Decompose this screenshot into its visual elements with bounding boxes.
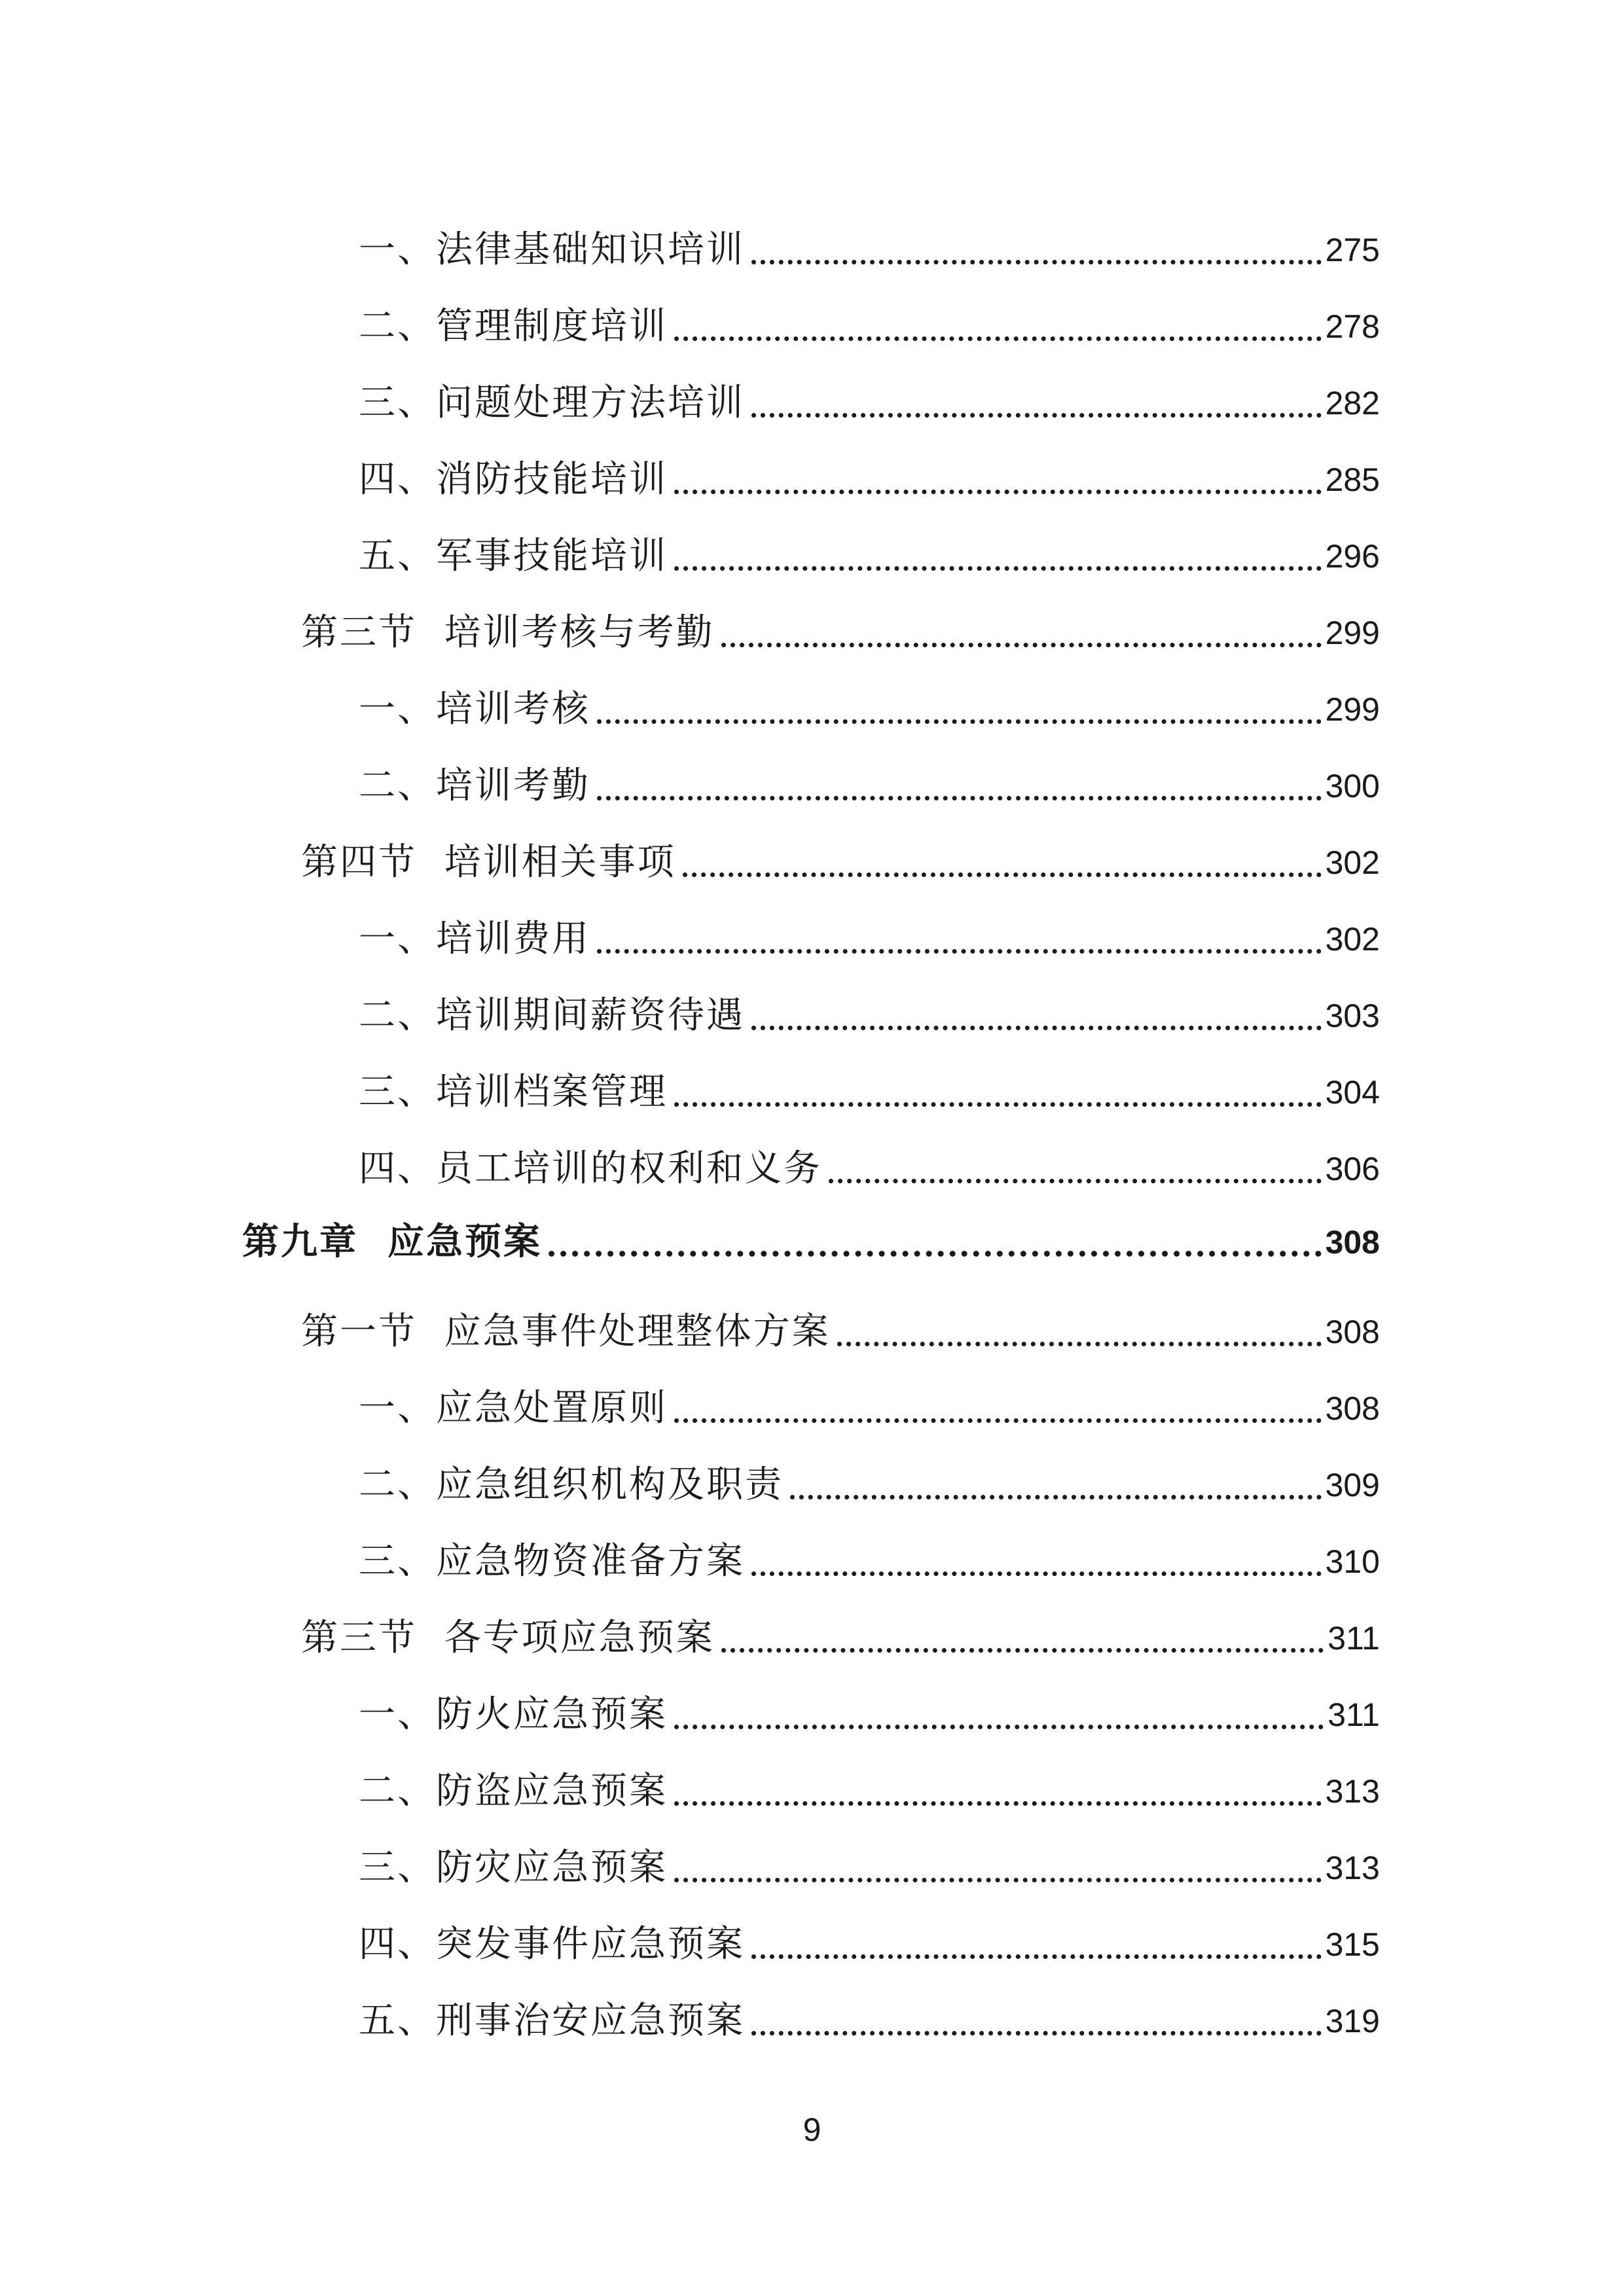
toc-entry-title: 四、员工培训的权利和义务: [359, 1147, 822, 1190]
toc-entry-title: 一、法律基础知识培训: [359, 228, 745, 271]
toc-entry-title: 一、培训费用: [359, 918, 590, 960]
toc-entry-title: 第九章 应急预案: [242, 1221, 542, 1263]
toc-entry-page: 308: [1325, 1390, 1380, 1427]
page-number: 9: [803, 2111, 821, 2148]
toc-entry[interactable]: [0, 211, 1624, 276]
toc-entry-page: 296: [1325, 538, 1380, 575]
toc-entry[interactable]: [0, 1522, 1624, 1588]
toc-entry[interactable]: [0, 1369, 1624, 1435]
dot-leader: [751, 413, 1322, 418]
dot-leader: [751, 1571, 1322, 1576]
dot-leader: [790, 1495, 1322, 1499]
dot-leader: [751, 260, 1322, 264]
toc-entry-title: 三、应急物资准备方案: [359, 1540, 745, 1583]
toc-entry[interactable]: [0, 900, 1624, 965]
dot-leader: [721, 1648, 1324, 1653]
dot-leader: [674, 1878, 1322, 1882]
toc-entry-page: 313: [1325, 1850, 1380, 1886]
toc-entry[interactable]: [0, 1676, 1624, 1741]
toc-entry-page: 309: [1325, 1467, 1380, 1503]
toc-entry-title: 二、培训期间薪资待遇: [359, 994, 745, 1037]
toc-entry-title: 一、培训考核: [359, 688, 590, 730]
dot-leader: [674, 336, 1322, 341]
toc-entry-title: 三、防灾应急预案: [359, 1846, 668, 1889]
toc-entry-page: 308: [1325, 1224, 1380, 1261]
toc-entry-page: 311: [1327, 1696, 1380, 1733]
toc-entry-title: 四、消防技能培训: [359, 458, 668, 501]
dot-leader: [721, 643, 1322, 647]
toc-entry[interactable]: [0, 670, 1624, 736]
toc-entry-title: 二、培训考勤: [359, 764, 590, 807]
toc-entry[interactable]: [0, 747, 1624, 812]
toc-entry-title: 第三节 培训考核与考勤: [301, 611, 715, 654]
toc-entry-page: 299: [1325, 691, 1380, 728]
toc-entry-page: 303: [1325, 997, 1380, 1034]
toc-entry-title: 一、防火应急预案: [359, 1693, 668, 1736]
toc-entry-page: 275: [1325, 232, 1380, 268]
toc-entry[interactable]: [0, 1599, 1624, 1664]
toc-entry-page: 285: [1325, 461, 1380, 498]
dot-leader: [837, 1342, 1322, 1346]
dot-leader: [674, 1418, 1322, 1423]
toc-entry-page: 282: [1325, 385, 1380, 422]
toc-entry-page: 302: [1325, 844, 1380, 881]
toc-entry-page: 310: [1325, 1543, 1380, 1580]
dot-leader: [674, 1801, 1322, 1806]
dot-leader: [674, 566, 1322, 571]
toc-entry-page: 304: [1325, 1074, 1380, 1111]
toc-entry-title: 第一节 应急事件处理整体方案: [301, 1310, 831, 1353]
toc-entry[interactable]: [0, 364, 1624, 429]
dot-leader: [751, 1026, 1322, 1030]
toc-entry-page: 306: [1325, 1151, 1380, 1187]
toc-entry-page: 308: [1325, 1314, 1380, 1350]
toc-entry-title: 一、应急处置原则: [359, 1387, 668, 1429]
dot-leader: [674, 1725, 1324, 1729]
dot-leader: [674, 1102, 1322, 1107]
toc-entry[interactable]: [0, 1982, 1624, 2047]
toc-entry[interactable]: [0, 517, 1624, 583]
toc-entry[interactable]: [0, 1293, 1624, 1358]
dot-leader: [549, 1251, 1322, 1257]
toc-entry[interactable]: [0, 594, 1624, 659]
toc-entry[interactable]: [0, 1829, 1624, 1894]
dot-leader: [597, 719, 1322, 724]
toc-chapter-entry[interactable]: [0, 1203, 1624, 1268]
dot-leader: [674, 490, 1322, 494]
toc-entry-page: 313: [1325, 1773, 1380, 1810]
toc-entry-title: 第四节 培训相关事项: [301, 841, 676, 884]
toc-entry[interactable]: [0, 977, 1624, 1042]
toc-entry[interactable]: [0, 1446, 1624, 1511]
toc-entry-page: 302: [1325, 921, 1380, 958]
toc-entry[interactable]: [0, 440, 1624, 506]
toc-entry-title: 三、问题处理方法培训: [359, 382, 745, 424]
dot-leader: [829, 1179, 1322, 1183]
toc-entry-title: 四、突发事件应急预案: [359, 1923, 745, 1965]
toc-entry-page: 311: [1327, 1620, 1380, 1657]
toc-entry-page: 319: [1325, 2003, 1380, 2039]
dot-leader: [597, 796, 1322, 800]
toc-entry-title: 五、刑事治安应急预案: [359, 2000, 745, 2042]
toc-entry[interactable]: [0, 1752, 1624, 1818]
toc-entry[interactable]: [0, 1905, 1624, 1971]
toc-entry-title: 五、军事技能培训: [359, 535, 668, 577]
toc-entry[interactable]: [0, 823, 1624, 889]
toc-entry-title: 三、培训档案管理: [359, 1071, 668, 1113]
toc-entry-title: 二、防盗应急预案: [359, 1770, 668, 1812]
toc-entry-title: 第三节 各专项应急预案: [301, 1617, 715, 1659]
toc-entry-title: 二、管理制度培训: [359, 305, 668, 348]
toc-entry-title: 二、应急组织机构及职责: [359, 1463, 784, 1506]
toc-entry[interactable]: [0, 287, 1624, 353]
dot-leader: [597, 949, 1322, 954]
toc-entry[interactable]: [0, 1130, 1624, 1195]
toc-entry-page: 300: [1325, 768, 1380, 804]
dot-leader: [751, 1954, 1322, 1959]
dot-leader: [751, 2031, 1322, 2036]
dot-leader: [683, 872, 1322, 877]
toc-entry-page: 278: [1325, 308, 1380, 345]
toc-entry[interactable]: [0, 1053, 1624, 1119]
toc-entry-page: 315: [1325, 1926, 1380, 1963]
toc-entry-page: 299: [1325, 615, 1380, 651]
